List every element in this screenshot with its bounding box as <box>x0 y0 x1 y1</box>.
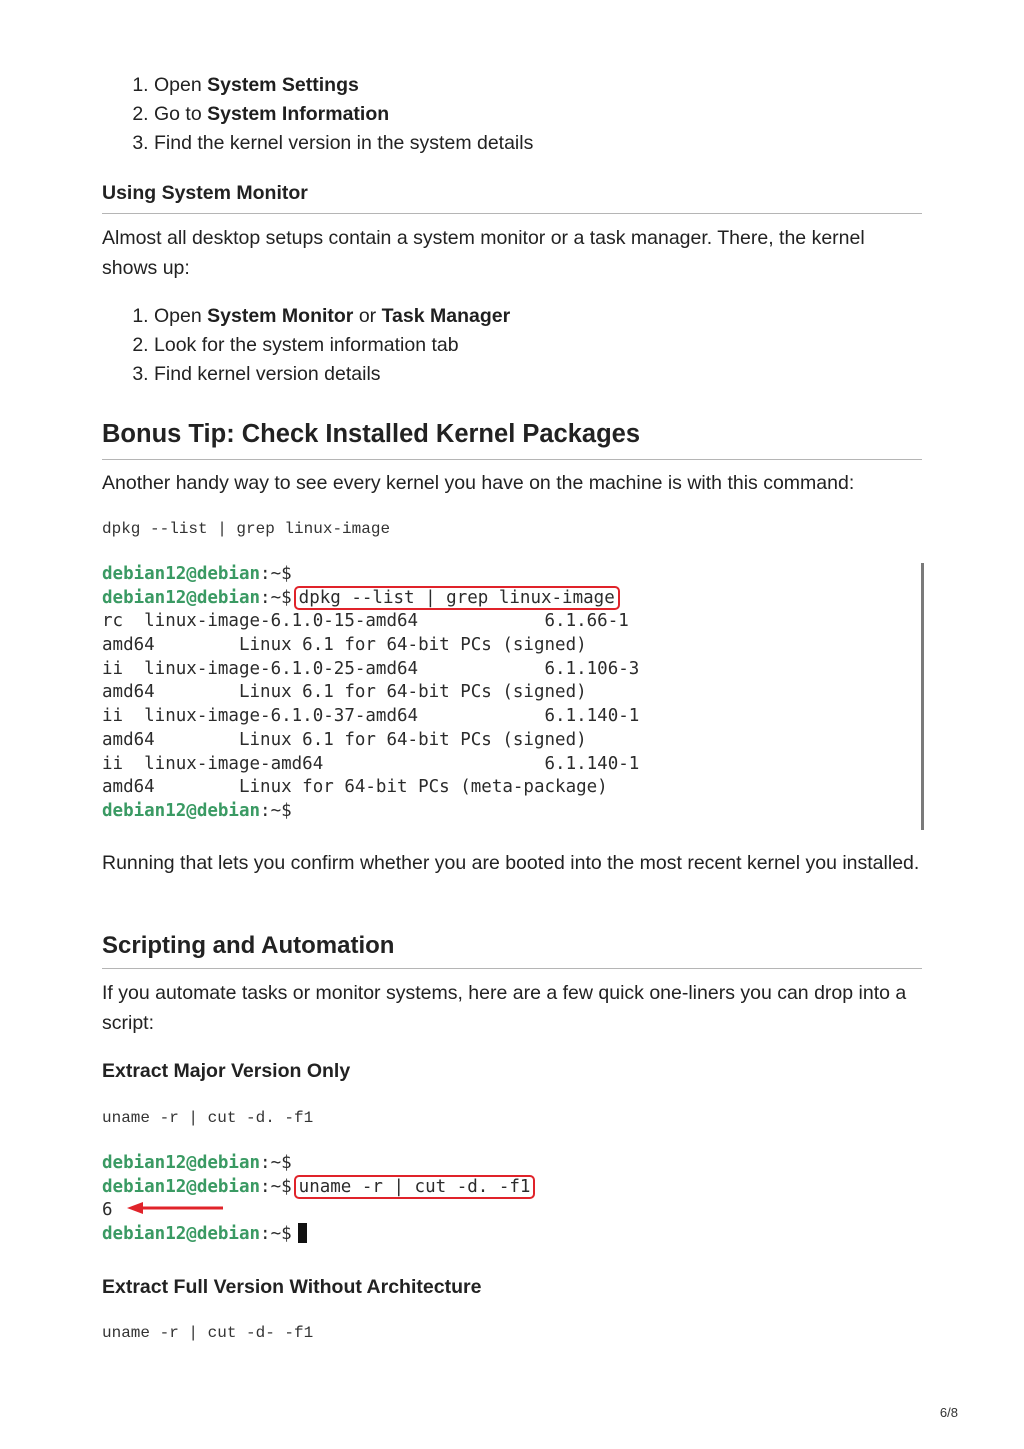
list-item: 3. Find the kernel version in the system details <box>154 129 974 158</box>
terminal-screenshot-dpkg <box>102 563 924 830</box>
section-heading-bonus-tip: Bonus Tip: Check Installed Kernel Packages <box>102 420 641 448</box>
list-item: 3. Find kernel version details <box>154 360 974 389</box>
terminal-cursor <box>298 1223 307 1243</box>
terminal-line: debian12@debian:~$ dpkg --list | grep linux-image <box>102 587 924 611</box>
system-monitor-paragraph: Almost all desktop setups contain a system monitor or a task manager. There, the kernel shows up: <box>102 227 865 279</box>
red-arrow-icon <box>127 1202 227 1214</box>
after-terminal-paragraph: Running that lets you confirm whether you are booted into the most recent kernel you installed. <box>102 852 920 874</box>
subheading-full-version: Extract Full Version Without Architecture <box>102 1276 482 1298</box>
terminal-line: debian12@debian:~$ <box>102 1153 292 1173</box>
list-item: 2. Look for the system information tab <box>154 331 974 360</box>
terminal-line: amd64 Linux 6.1 for 64-bit PCs (signed) <box>102 682 587 703</box>
terminal-line: debian12@debian:~$ <box>102 564 292 584</box>
list-item: 2. Go to System Information <box>154 100 974 129</box>
list-item: 1. Open System Monitor or Task Manager <box>154 302 974 331</box>
section-heading-scripting: Scripting and Automation <box>102 932 395 959</box>
system-monitor-steps-list <box>102 302 974 389</box>
terminal-scrollbar <box>921 563 924 830</box>
page-number: 6/8 <box>939 1405 958 1420</box>
terminal-line: debian12@debian:~$ uname -r | cut -d. -f1 <box>102 1176 924 1200</box>
highlighted-command: uname -r | cut -d. -f1 <box>294 1175 536 1199</box>
terminal-screenshot-uname <box>102 1152 924 1252</box>
code-block-major-version[interactable]: uname -r | cut -d. -f1 <box>102 1109 314 1127</box>
terminal-line: ii linux-image-6.1.0-37-amd64 6.1.140-1 <box>102 706 640 727</box>
terminal-line: debian12@debian:~$ <box>102 1223 924 1247</box>
heading-divider <box>102 968 922 969</box>
heading-divider <box>102 213 922 214</box>
terminal-line: ii linux-image-6.1.0-25-amd64 6.1.106-3 <box>102 658 640 679</box>
terminal-line: 6 <box>102 1199 924 1223</box>
heading-divider <box>102 459 922 460</box>
settings-steps-list <box>102 71 974 158</box>
scripting-paragraph: If you automate tasks or monitor systems, here are a few quick one-liners you can drop into a script: <box>102 982 907 1034</box>
terminal-line: amd64 Linux for 64-bit PCs (meta-package) <box>102 777 608 798</box>
bonus-paragraph: Another handy way to see every kernel you have on the machine is with this command: <box>102 472 855 494</box>
list-item: 1. Open System Settings <box>154 71 974 100</box>
subheading-major-version: Extract Major Version Only <box>102 1060 351 1082</box>
terminal-line: amd64 Linux 6.1 for 64-bit PCs (signed) <box>102 729 587 750</box>
highlighted-command: dpkg --list | grep linux-image <box>294 586 620 610</box>
section-heading-system-monitor: Using System Monitor <box>102 182 308 204</box>
code-block-dpkg[interactable]: dpkg --list | grep linux-image <box>102 520 391 538</box>
terminal-line: rc linux-image-6.1.0-15-amd64 6.1.66-1 <box>102 611 629 632</box>
terminal-line: amd64 Linux 6.1 for 64-bit PCs (signed) <box>102 635 587 656</box>
terminal-line: ii linux-image-amd64 6.1.140-1 <box>102 753 640 774</box>
code-block-full-version[interactable]: uname -r | cut -d- -f1 <box>102 1324 314 1342</box>
terminal-line: debian12@debian:~$ <box>102 800 292 821</box>
